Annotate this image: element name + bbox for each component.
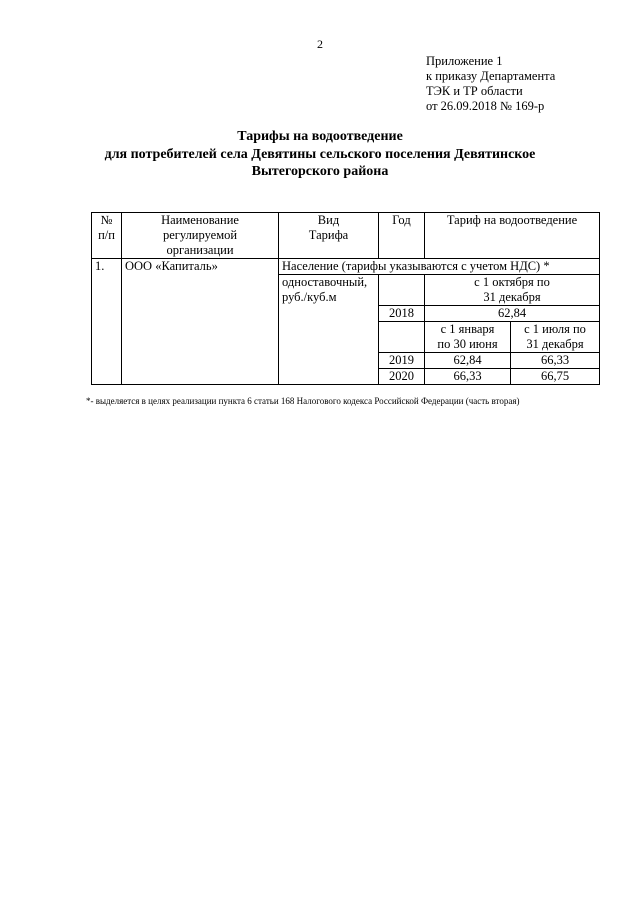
- value-cell: 66,33: [425, 369, 511, 385]
- year-cell: 2019: [379, 353, 425, 369]
- header-tariff-type: Вид Тарифа: [279, 213, 379, 259]
- period-second-half: с 1 июля по 31 декабря: [511, 322, 600, 353]
- year-cell: 2020: [379, 369, 425, 385]
- document-title: [0, 128, 640, 181]
- tariff-table: [91, 212, 600, 385]
- row-number: 1.: [92, 259, 122, 385]
- header-year: Год: [379, 213, 425, 259]
- tariff-type: одноставочный, руб./куб.м: [279, 275, 379, 385]
- population-label: Население (тарифы указываются с учетом НДС) *: [279, 259, 600, 275]
- footnote: *- выделяется в целях реализации пункта 6 статьи 168 Налогового кодекса Российской Федерации (часть вторая): [86, 396, 520, 406]
- appendix-block: [426, 54, 555, 114]
- title-line: Тарифы на водоотведение: [237, 129, 403, 144]
- page-number: 2: [317, 37, 323, 51]
- value-cell: 62,84: [425, 353, 511, 369]
- period-first-half: с 1 января по 30 июня: [425, 322, 511, 353]
- appendix-line: к приказу Департамента: [426, 69, 556, 83]
- header-num: № п/п: [92, 213, 122, 259]
- header-tariff: Тариф на водоотведение: [425, 213, 600, 259]
- value-cell: 66,75: [511, 369, 600, 385]
- table-header-row: [92, 213, 600, 259]
- appendix-line: Приложение 1: [426, 54, 503, 68]
- organization-name: ООО «Капиталь»: [122, 259, 279, 385]
- title-line: для потребителей села Девятины сельского поселения Девятинское: [104, 146, 536, 162]
- value-cell: 66,33: [511, 353, 600, 369]
- empty-cell: [379, 275, 425, 306]
- appendix-line: от 26.09.2018 № 169-р: [426, 99, 545, 113]
- header-organization: Наименование регулируемой организации: [122, 213, 279, 259]
- empty-cell: [379, 322, 425, 353]
- period-2018: с 1 октября по 31 декабря: [425, 275, 600, 306]
- table-row: [92, 259, 600, 275]
- appendix-line: ТЭК и ТР области: [426, 84, 523, 98]
- title-line: Вытегорского района: [251, 164, 389, 179]
- value-cell: 62,84: [425, 306, 600, 322]
- year-cell: 2018: [379, 306, 425, 322]
